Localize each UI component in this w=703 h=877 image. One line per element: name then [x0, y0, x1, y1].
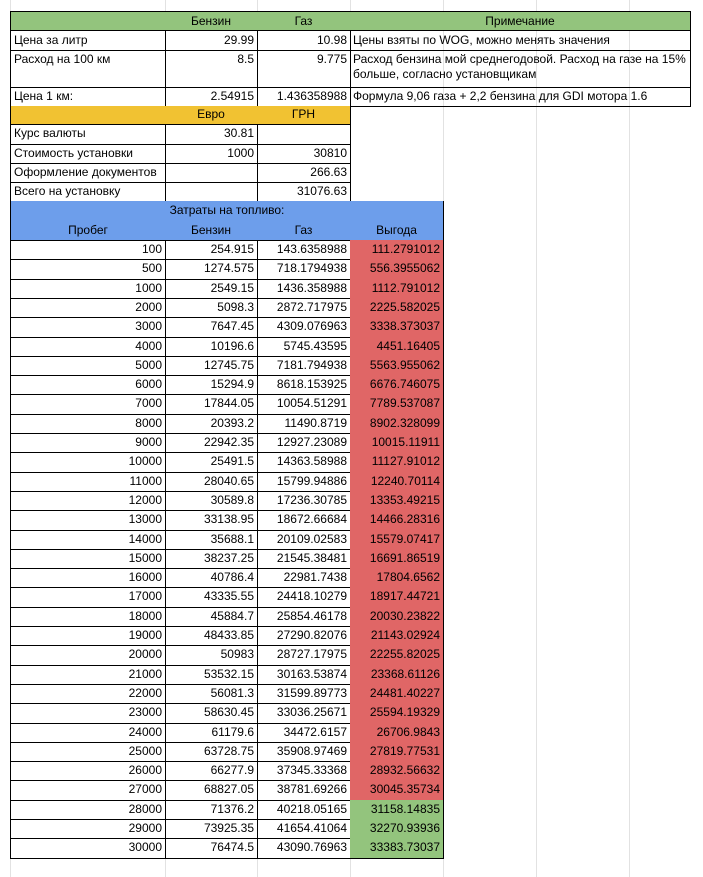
row-gas[interactable]: 14363.58988 [257, 452, 351, 473]
row-mileage[interactable]: 22000 [10, 684, 166, 704]
price-per-liter-note[interactable]: Цены взяты по WOG, можно менять значения [350, 31, 691, 51]
row-petrol[interactable]: 20393.2 [165, 414, 258, 434]
km-price-gas[interactable]: 1.436358988 [257, 87, 351, 107]
row-gas[interactable]: 18672.66684 [257, 510, 351, 531]
row-petrol[interactable]: 48433.85 [165, 626, 258, 646]
row-mileage[interactable]: 24000 [10, 723, 166, 743]
row-petrol[interactable]: 1274.575 [165, 259, 258, 280]
row-gas[interactable]: 143.6358988 [257, 240, 351, 260]
consumption-label[interactable]: Расход на 100 км [10, 50, 166, 88]
header-gas[interactable]: Газ [257, 11, 351, 31]
row-gas[interactable]: 24418.10279 [257, 587, 351, 608]
row-gas[interactable]: 33036.25671 [257, 703, 351, 724]
row-mileage[interactable]: 3000 [10, 317, 166, 338]
row-benefit[interactable]: 1112.791012 [350, 279, 444, 299]
row-mileage[interactable]: 6000 [10, 375, 166, 395]
km-price-label[interactable]: Цена 1 км: [10, 87, 166, 107]
row-petrol[interactable]: 56081.3 [165, 684, 258, 704]
row-benefit[interactable]: 26706.9843 [350, 723, 444, 743]
header-blank-cell[interactable] [10, 11, 166, 31]
row-gas[interactable]: 43090.76963 [257, 838, 351, 859]
row-petrol[interactable]: 53532.15 [165, 665, 258, 685]
row-benefit[interactable]: 18917.44721 [350, 587, 444, 608]
row-gas[interactable]: 8618.153925 [257, 375, 351, 395]
consumption-petrol[interactable]: 8.5 [165, 50, 258, 88]
gridline [536, 0, 537, 877]
row-benefit[interactable]: 32270.93936 [350, 819, 444, 839]
row-petrol[interactable]: 254.915 [165, 240, 258, 260]
row-petrol[interactable]: 45884.7 [165, 607, 258, 627]
row-mileage[interactable]: 30000 [10, 838, 166, 859]
price-per-liter-gas[interactable]: 10.98 [257, 31, 351, 51]
row-gas[interactable]: 17236.30785 [257, 491, 351, 511]
row-petrol[interactable]: 15294.9 [165, 375, 258, 395]
row-mileage[interactable]: 16000 [10, 568, 166, 588]
row-mileage[interactable]: 14000 [10, 530, 166, 550]
row-benefit[interactable]: 21143.02924 [350, 626, 444, 646]
row-mileage[interactable]: 10000 [10, 452, 166, 473]
row-mileage[interactable]: 20000 [10, 645, 166, 666]
row-petrol[interactable]: 17844.05 [165, 394, 258, 415]
install-label[interactable]: Стоимость установки [10, 144, 166, 164]
row-gas[interactable]: 12927.23089 [257, 433, 351, 453]
row-petrol[interactable]: 63728.75 [165, 742, 258, 762]
row-gas[interactable]: 34472.6157 [257, 723, 351, 743]
currency-uah-header[interactable]: ГРН [257, 106, 351, 125]
row-mileage[interactable]: 26000 [10, 761, 166, 781]
row-benefit[interactable]: 5563.955062 [350, 356, 444, 376]
row-gas[interactable]: 27290.82076 [257, 626, 351, 646]
row-mileage[interactable]: 13000 [10, 510, 166, 531]
row-mileage[interactable]: 27000 [10, 780, 166, 801]
row-gas[interactable]: 37345.33368 [257, 761, 351, 781]
install-uah[interactable]: 266.63 [257, 163, 351, 183]
row-petrol[interactable]: 2549.15 [165, 279, 258, 299]
row-benefit[interactable]: 16691.86519 [350, 549, 444, 569]
row-benefit[interactable]: 3338.373037 [350, 317, 444, 338]
row-petrol[interactable]: 25491.5 [165, 452, 258, 473]
row-benefit[interactable]: 22255.82025 [350, 645, 444, 666]
col-petrol[interactable]: Бензин [165, 221, 258, 241]
row-benefit[interactable]: 23368.61126 [350, 665, 444, 685]
row-gas[interactable]: 40218.05165 [257, 800, 351, 820]
install-uah[interactable]: 30810 [257, 144, 351, 164]
row-petrol[interactable]: 10196.6 [165, 337, 258, 357]
row-petrol[interactable]: 76474.5 [165, 838, 258, 859]
row-petrol[interactable]: 43335.55 [165, 587, 258, 608]
row-mileage[interactable]: 25000 [10, 742, 166, 762]
row-gas[interactable]: 35908.97469 [257, 742, 351, 762]
row-gas[interactable]: 25854.46178 [257, 607, 351, 627]
col-gas[interactable]: Газ [257, 221, 351, 241]
row-benefit[interactable]: 15579.07417 [350, 530, 444, 550]
row-petrol[interactable]: 50983 [165, 645, 258, 666]
install-label[interactable]: Всего на установку [10, 182, 166, 202]
row-benefit[interactable]: 111.2791012 [350, 240, 444, 260]
install-euro[interactable] [165, 163, 258, 183]
row-petrol[interactable]: 71376.2 [165, 800, 258, 820]
install-uah[interactable]: 31076.63 [257, 182, 351, 202]
currency-header-blank[interactable] [10, 106, 166, 125]
row-gas[interactable]: 21545.38481 [257, 549, 351, 569]
row-petrol[interactable]: 58630.45 [165, 703, 258, 724]
row-petrol[interactable]: 38237.25 [165, 549, 258, 569]
row-petrol[interactable]: 40786.4 [165, 568, 258, 588]
row-mileage[interactable]: 18000 [10, 607, 166, 627]
row-gas[interactable]: 22981.7438 [257, 568, 351, 588]
col-mileage[interactable]: Пробег [10, 221, 166, 241]
row-mileage[interactable]: 5000 [10, 356, 166, 376]
row-mileage[interactable]: 29000 [10, 819, 166, 839]
row-gas[interactable]: 11490.8719 [257, 414, 351, 434]
row-benefit[interactable]: 6676.746075 [350, 375, 444, 395]
row-petrol[interactable]: 22942.35 [165, 433, 258, 453]
row-petrol[interactable]: 28040.65 [165, 472, 258, 492]
row-benefit[interactable]: 17804.6562 [350, 568, 444, 588]
row-mileage[interactable]: 11000 [10, 472, 166, 492]
row-benefit[interactable]: 24481.40227 [350, 684, 444, 704]
row-petrol[interactable]: 73925.35 [165, 819, 258, 839]
row-benefit[interactable]: 8902.328099 [350, 414, 444, 434]
currency-euro-header[interactable]: Евро [165, 106, 258, 125]
row-mileage[interactable]: 9000 [10, 433, 166, 453]
row-petrol[interactable]: 35688.1 [165, 530, 258, 550]
row-benefit[interactable]: 11127.91012 [350, 452, 444, 473]
row-benefit[interactable]: 33383.73037 [350, 838, 444, 859]
row-mileage[interactable]: 15000 [10, 549, 166, 569]
row-petrol[interactable]: 12745.75 [165, 356, 258, 376]
row-mileage[interactable]: 21000 [10, 665, 166, 685]
col-benefit[interactable]: Выгода [350, 221, 444, 241]
row-mileage[interactable]: 28000 [10, 800, 166, 820]
row-mileage[interactable]: 7000 [10, 394, 166, 415]
row-mileage[interactable]: 12000 [10, 491, 166, 511]
row-benefit[interactable]: 30045.35734 [350, 780, 444, 801]
install-uah[interactable] [257, 124, 351, 145]
install-euro[interactable]: 1000 [165, 144, 258, 164]
row-petrol[interactable]: 61179.6 [165, 723, 258, 743]
row-benefit[interactable]: 12240.70114 [350, 472, 444, 492]
row-benefit[interactable]: 25594.19329 [350, 703, 444, 724]
row-gas[interactable]: 41654.41064 [257, 819, 351, 839]
row-gas[interactable]: 7181.794938 [257, 356, 351, 376]
install-label[interactable]: Курс валюты [10, 124, 166, 145]
row-gas[interactable]: 2872.717975 [257, 298, 351, 318]
row-benefit[interactable]: 4451.16405 [350, 337, 444, 357]
row-benefit[interactable]: 20030.23822 [350, 607, 444, 627]
gridline [629, 0, 630, 877]
row-gas[interactable]: 38781.69266 [257, 780, 351, 801]
row-mileage[interactable]: 17000 [10, 587, 166, 608]
row-gas[interactable]: 1436.358988 [257, 279, 351, 299]
row-gas[interactable]: 20109.02583 [257, 530, 351, 550]
row-petrol[interactable]: 33138.95 [165, 510, 258, 531]
row-benefit[interactable]: 28932.56632 [350, 761, 444, 781]
row-petrol[interactable]: 68827.05 [165, 780, 258, 801]
header-note[interactable]: Примечание [350, 11, 691, 31]
row-petrol[interactable]: 5098.3 [165, 298, 258, 318]
row-benefit[interactable]: 2225.582025 [350, 298, 444, 318]
row-gas[interactable]: 5745.43595 [257, 337, 351, 357]
row-benefit[interactable]: 27819.77531 [350, 742, 444, 762]
install-euro[interactable] [165, 182, 258, 202]
row-benefit[interactable]: 13353.49215 [350, 491, 444, 511]
km-price-petrol[interactable]: 2.54915 [165, 87, 258, 107]
row-benefit[interactable]: 556.3955062 [350, 259, 444, 280]
row-petrol[interactable]: 7647.45 [165, 317, 258, 338]
row-petrol[interactable]: 66277.9 [165, 761, 258, 781]
row-benefit[interactable]: 10015.11911 [350, 433, 444, 453]
install-euro[interactable]: 30.81 [165, 124, 258, 145]
row-mileage[interactable]: 100 [10, 240, 166, 260]
price-per-liter-label[interactable]: Цена за литр [10, 31, 166, 51]
consumption-gas[interactable]: 9.775 [257, 50, 351, 88]
row-gas[interactable]: 15799.94886 [257, 472, 351, 492]
row-benefit[interactable]: 14466.28316 [350, 510, 444, 531]
header-petrol[interactable]: Бензин [165, 11, 258, 31]
row-gas[interactable]: 10054.51291 [257, 394, 351, 415]
fuel-costs-title[interactable]: Затраты на топливо: [10, 201, 444, 222]
row-benefit[interactable]: 31158.14835 [350, 800, 444, 820]
row-benefit[interactable]: 7789.537087 [350, 394, 444, 415]
row-mileage[interactable]: 2000 [10, 298, 166, 318]
row-mileage[interactable]: 8000 [10, 414, 166, 434]
row-petrol[interactable]: 30589.8 [165, 491, 258, 511]
price-per-liter-petrol[interactable]: 29.99 [165, 31, 258, 51]
row-mileage[interactable]: 23000 [10, 703, 166, 724]
row-gas[interactable]: 718.1794938 [257, 259, 351, 280]
row-mileage[interactable]: 19000 [10, 626, 166, 646]
km-price-note[interactable]: Формула 9,06 газа + 2,2 бензина для GDI мотора 1.6 [350, 87, 691, 107]
row-mileage[interactable]: 1000 [10, 279, 166, 299]
row-gas[interactable]: 31599.89773 [257, 684, 351, 704]
install-label[interactable]: Оформление документов [10, 163, 166, 183]
row-gas[interactable]: 28727.17975 [257, 645, 351, 666]
row-mileage[interactable]: 500 [10, 259, 166, 280]
row-mileage[interactable]: 4000 [10, 337, 166, 357]
consumption-note[interactable]: Расход бензина мой среднегодовой. Расход на газе на 15% больше, согласно установщикам [350, 50, 691, 88]
row-gas[interactable]: 4309.076963 [257, 317, 351, 338]
row-gas[interactable]: 30163.53874 [257, 665, 351, 685]
